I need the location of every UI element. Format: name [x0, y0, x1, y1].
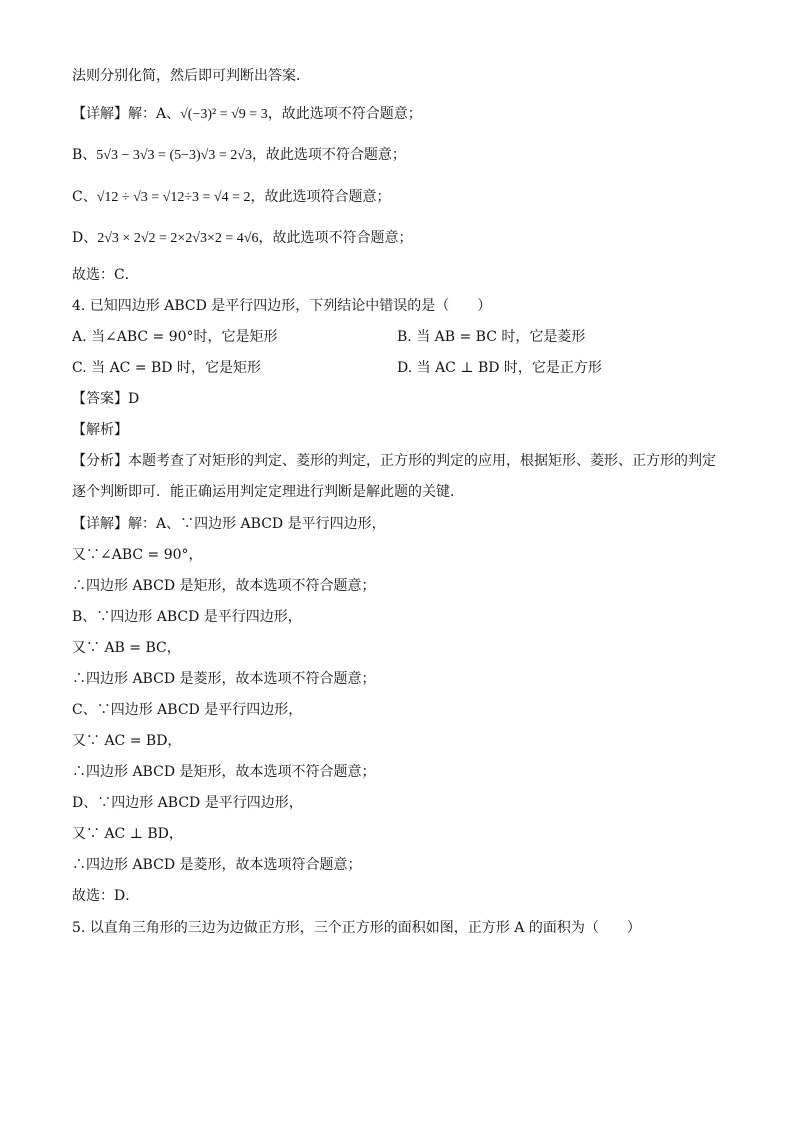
- detail-line: ∴四边形 ABCD 是菱形，故本选项符合题意；: [72, 857, 362, 873]
- math-expression: 5√3 − 3√3 = (5−3)√3 = 2√3: [96, 148, 252, 163]
- option-a: A. 当∠ABC = 90°时，它是矩形: [72, 329, 278, 345]
- question-4-stem: 4. 已知四边形 ABCD 是平行四边形，下列结论中错误的是（ ）: [72, 298, 492, 314]
- option-c: C. 当 AC = BD 时，它是矩形: [72, 360, 261, 376]
- detail-line: 【详解】解：A、∵四边形 ABCD 是平行四边形，: [72, 516, 386, 532]
- solution-line-d: [72, 228, 412, 249]
- solution-line-a: [72, 104, 422, 125]
- line-prefix: 【详解】解：A、: [72, 106, 181, 122]
- detail-line: ∴四边形 ABCD 是矩形，故本选项不符合题意；: [72, 578, 376, 594]
- text-line: 法则分别化简，然后即可判断出答案．: [72, 68, 310, 84]
- detail-line: D、∵四边形 ABCD 是平行四边形，: [72, 795, 303, 811]
- analysis-line-2: 逐个判断即可．能正确运用判定定理进行判断是解此题的关键．: [72, 484, 464, 500]
- option-d: D. 当 AC ⊥ BD 时，它是正方形: [397, 360, 602, 376]
- question-5-stem: 5. 以直角三角形的三边为边做正方形，三个正方形的面积如图，正方形 A 的面积为（ ）: [72, 920, 641, 936]
- detail-line: ∴四边形 ABCD 是矩形，故本选项不符合题意；: [72, 764, 376, 780]
- choice-line: 故选：C．: [72, 267, 139, 283]
- math-expression: 2√3 × 2√2 = 2×2√3×2 = 4√6: [97, 231, 259, 246]
- solution-line-b: [72, 145, 406, 166]
- line-prefix: B、: [72, 147, 97, 163]
- option-b: B. 当 AB = BC 时，它是菱形: [397, 329, 586, 345]
- detail-line: ∴四边形 ABCD 是菱形，故本选项不符合题意；: [72, 671, 376, 687]
- line-suffix: ，故此选项不符合题意；: [267, 106, 422, 122]
- detail-line: 又∵ AC ⊥ BD，: [72, 826, 183, 842]
- analysis-heading: 【解析】: [72, 422, 128, 438]
- answer-line: 【答案】D: [72, 391, 140, 407]
- detail-line: 又∵ AB = BC，: [72, 640, 181, 656]
- detail-line: B、∵四边形 ABCD 是平行四边形，: [72, 609, 302, 625]
- detail-line: 又∵∠ABC = 90°，: [72, 547, 203, 563]
- line-suffix: ，故此选项不符合题意；: [258, 230, 413, 246]
- detail-line: 故选：D．: [72, 888, 140, 904]
- line-suffix: ，故此选项不符合题意；: [251, 147, 406, 163]
- detail-line: C、∵四边形 ABCD 是平行四边形，: [72, 702, 303, 718]
- math-expression: √12 ÷ √3 = √12÷3 = √4 = 2: [96, 190, 251, 205]
- line-suffix: ，故此选项符合题意；: [250, 189, 391, 205]
- detail-line: 又∵ AC = BD，: [72, 733, 182, 749]
- math-expression: √(−3)² = √9 = 3: [180, 107, 268, 122]
- line-prefix: C、: [72, 189, 97, 205]
- solution-line-c: [72, 187, 391, 208]
- line-prefix: D、: [72, 230, 98, 246]
- analysis-line-1: 【分析】本题考查了对矩形的判定、菱形的判定，正方形的判定的应用，根据矩形、菱形、正方形的判定: [72, 453, 716, 469]
